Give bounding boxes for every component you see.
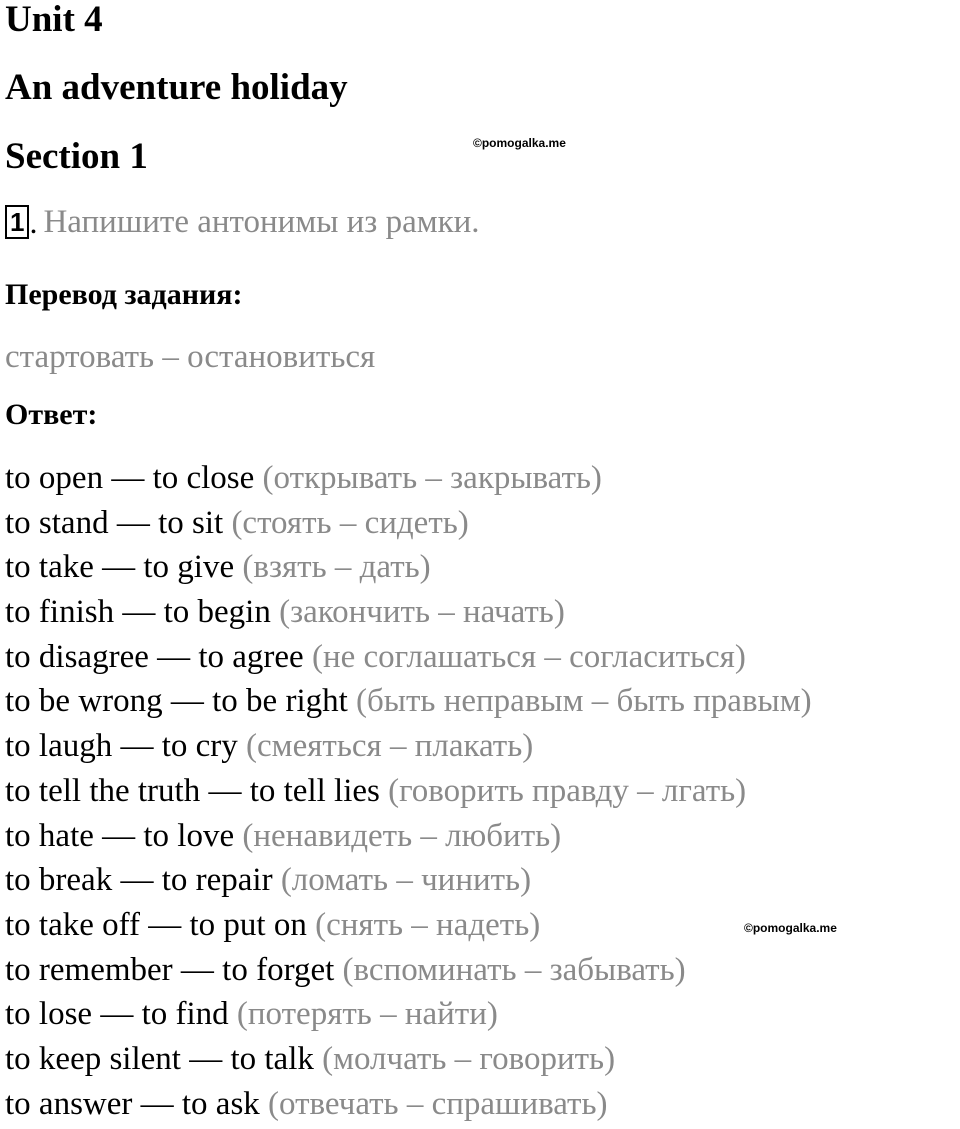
answer-english: to be wrong — to be right: [5, 683, 348, 720]
answer-item: [5, 903, 812, 948]
answer-english: to finish — to begin: [5, 594, 271, 631]
answer-item: [5, 1082, 812, 1127]
answer-russian: (потерять – найти): [236, 996, 498, 1033]
answer-item: [5, 590, 812, 635]
answer-russian: (не соглашаться – согласиться): [311, 638, 746, 675]
task-number-dot: .: [29, 203, 38, 240]
answer-english: to stand — to sit: [5, 504, 224, 541]
answer-russian: (снять – надеть): [315, 906, 541, 943]
answer-heading: Ответ:: [5, 398, 98, 431]
answer-russian: (вспоминать – забывать): [342, 951, 686, 988]
answer-russian: (быть неправым – быть правым): [356, 683, 812, 720]
answer-english: to laugh — to cry: [5, 728, 238, 765]
answer-russian: (открывать – закрывать): [262, 460, 602, 496]
answer-item: [5, 769, 812, 814]
answer-item: [5, 814, 812, 859]
answer-english: to open — to close: [5, 460, 255, 496]
answer-item: [5, 992, 812, 1037]
task-number-box: 1: [5, 205, 29, 239]
answer-item: [5, 635, 812, 680]
answer-item: [5, 1037, 812, 1082]
answer-item: [5, 724, 812, 769]
answer-russian: (отвечать – спрашивать): [268, 1085, 608, 1122]
section-heading: Section 1: [5, 136, 148, 177]
watermark: ©pomogalka.me: [473, 136, 566, 150]
answer-item: [5, 456, 812, 501]
answer-english: to lose — to find: [5, 996, 229, 1033]
answer-russian: (взять – дать): [242, 549, 431, 586]
answer-item: [5, 501, 812, 546]
answer-item: [5, 858, 812, 903]
answer-english: to disagree — to agree: [5, 638, 304, 675]
answer-item: [5, 948, 812, 993]
answer-english: to take off — to put on: [5, 906, 307, 943]
unit-heading: Unit 4: [5, 0, 103, 40]
answer-russian: (ломать – чинить): [280, 862, 532, 899]
answer-english: to remember — to forget: [5, 951, 335, 988]
answer-russian: (смеяться – плакать): [246, 728, 534, 765]
unit-title: An adventure holiday: [5, 67, 348, 108]
translation-heading: Перевод задания:: [5, 278, 243, 311]
answer-english: to answer — to ask: [5, 1085, 260, 1122]
answer-russian: (молчать – говорить): [322, 1040, 616, 1077]
watermark: ©pomogalka.me: [744, 921, 837, 935]
task-instruction: Напишите антонимы из рамки.: [43, 203, 480, 240]
answer-russian: (стоять – сидеть): [231, 504, 469, 541]
answer-english: to keep silent — to talk: [5, 1040, 314, 1077]
answer-english: to break — to repair: [5, 862, 273, 899]
answer-english: to hate — to love: [5, 817, 235, 854]
answer-english: to tell the truth — to tell lies: [5, 772, 380, 809]
answer-russian: (закончить – начать): [279, 594, 565, 631]
translation-text: стартовать – остановиться: [5, 339, 376, 375]
answer-english: to take — to give: [5, 549, 235, 586]
answer-item: [5, 545, 812, 590]
answer-russian: (говорить правду – лгать): [388, 772, 747, 809]
answer-item: [5, 679, 812, 724]
answer-list: [5, 456, 812, 1126]
task-instruction-row: [5, 200, 480, 244]
answer-russian: (ненавидеть – любить): [242, 817, 562, 854]
